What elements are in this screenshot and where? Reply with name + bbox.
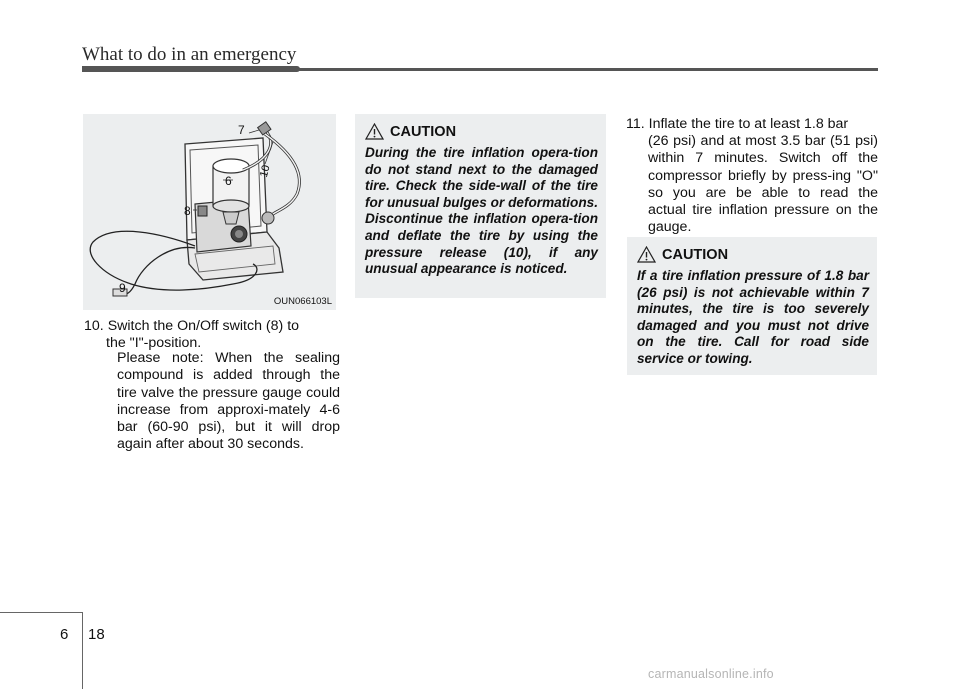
- footer-rule-vertical: [82, 612, 83, 689]
- step-11-text-rest: (26 psi) and at most 3.5 bar (51 psi) within 7 minutes. Switch off the compressor briefly by press-ing "O" so you are be able to read the actual tire inflation pressure on the gauge.: [648, 133, 878, 236]
- chapter-number: 6: [60, 626, 69, 643]
- step-10-note: Please note: When the sealing compound is added through the tire valve the pressure gauge could increase from approxi-mately 4-6 bar (60-90 psi), but it will drop again after about 30 seconds.: [117, 350, 340, 453]
- warning-triangle-icon: [365, 123, 384, 140]
- caution-box-2: [627, 237, 877, 375]
- caution-body-1: During the tire inflation opera-tion do not stand next to the damaged tire. Check the side-wall of the tire for unusual bulges or deformations. Discontinue the inflation opera-tion and deflate the tire by using the pressure release (10), if any unusual appearance is noticed.: [365, 145, 598, 277]
- step-10-number: 10.: [84, 318, 104, 334]
- callout-8: 8: [184, 204, 191, 218]
- warning-triangle-icon: [637, 246, 656, 263]
- header-title: What to do in an emergency: [82, 44, 297, 65]
- step-11: [626, 116, 878, 236]
- callout-10: 10: [257, 163, 273, 179]
- page-number: 18: [88, 626, 105, 643]
- figure-code: OUN066103L: [273, 296, 332, 307]
- step-10-text-line1: Switch the On/Off switch (8) to: [107, 318, 300, 334]
- callout-6: 6: [225, 174, 232, 188]
- caution-title-1: CAUTION: [390, 123, 457, 140]
- watermark: carmanualsonline.info: [648, 667, 774, 681]
- callout-7: 7: [238, 123, 245, 137]
- callout-9: 9: [119, 281, 126, 295]
- tire-kit-figure: [83, 114, 336, 310]
- caution-box-1: [355, 114, 606, 298]
- step-10: [84, 318, 340, 352]
- caution-body-2: If a tire inflation pressure of 1.8 bar (26 psi) is not achievable within 7 minutes, the tire is too severely damaged and you must not drive on the tire. Call for road side service or towing.: [637, 268, 869, 366]
- step-10-text-line2: the "I"-position.: [106, 335, 202, 352]
- tire-kit-illustration: [83, 114, 336, 310]
- header-rule: [82, 68, 878, 71]
- footer-rule-horizontal: [0, 612, 82, 613]
- step-11-text-line1: Inflate the tire to at least 1.8 bar: [648, 116, 849, 132]
- step-11-number: 11.: [626, 116, 645, 132]
- caution-title-2: CAUTION: [662, 246, 729, 263]
